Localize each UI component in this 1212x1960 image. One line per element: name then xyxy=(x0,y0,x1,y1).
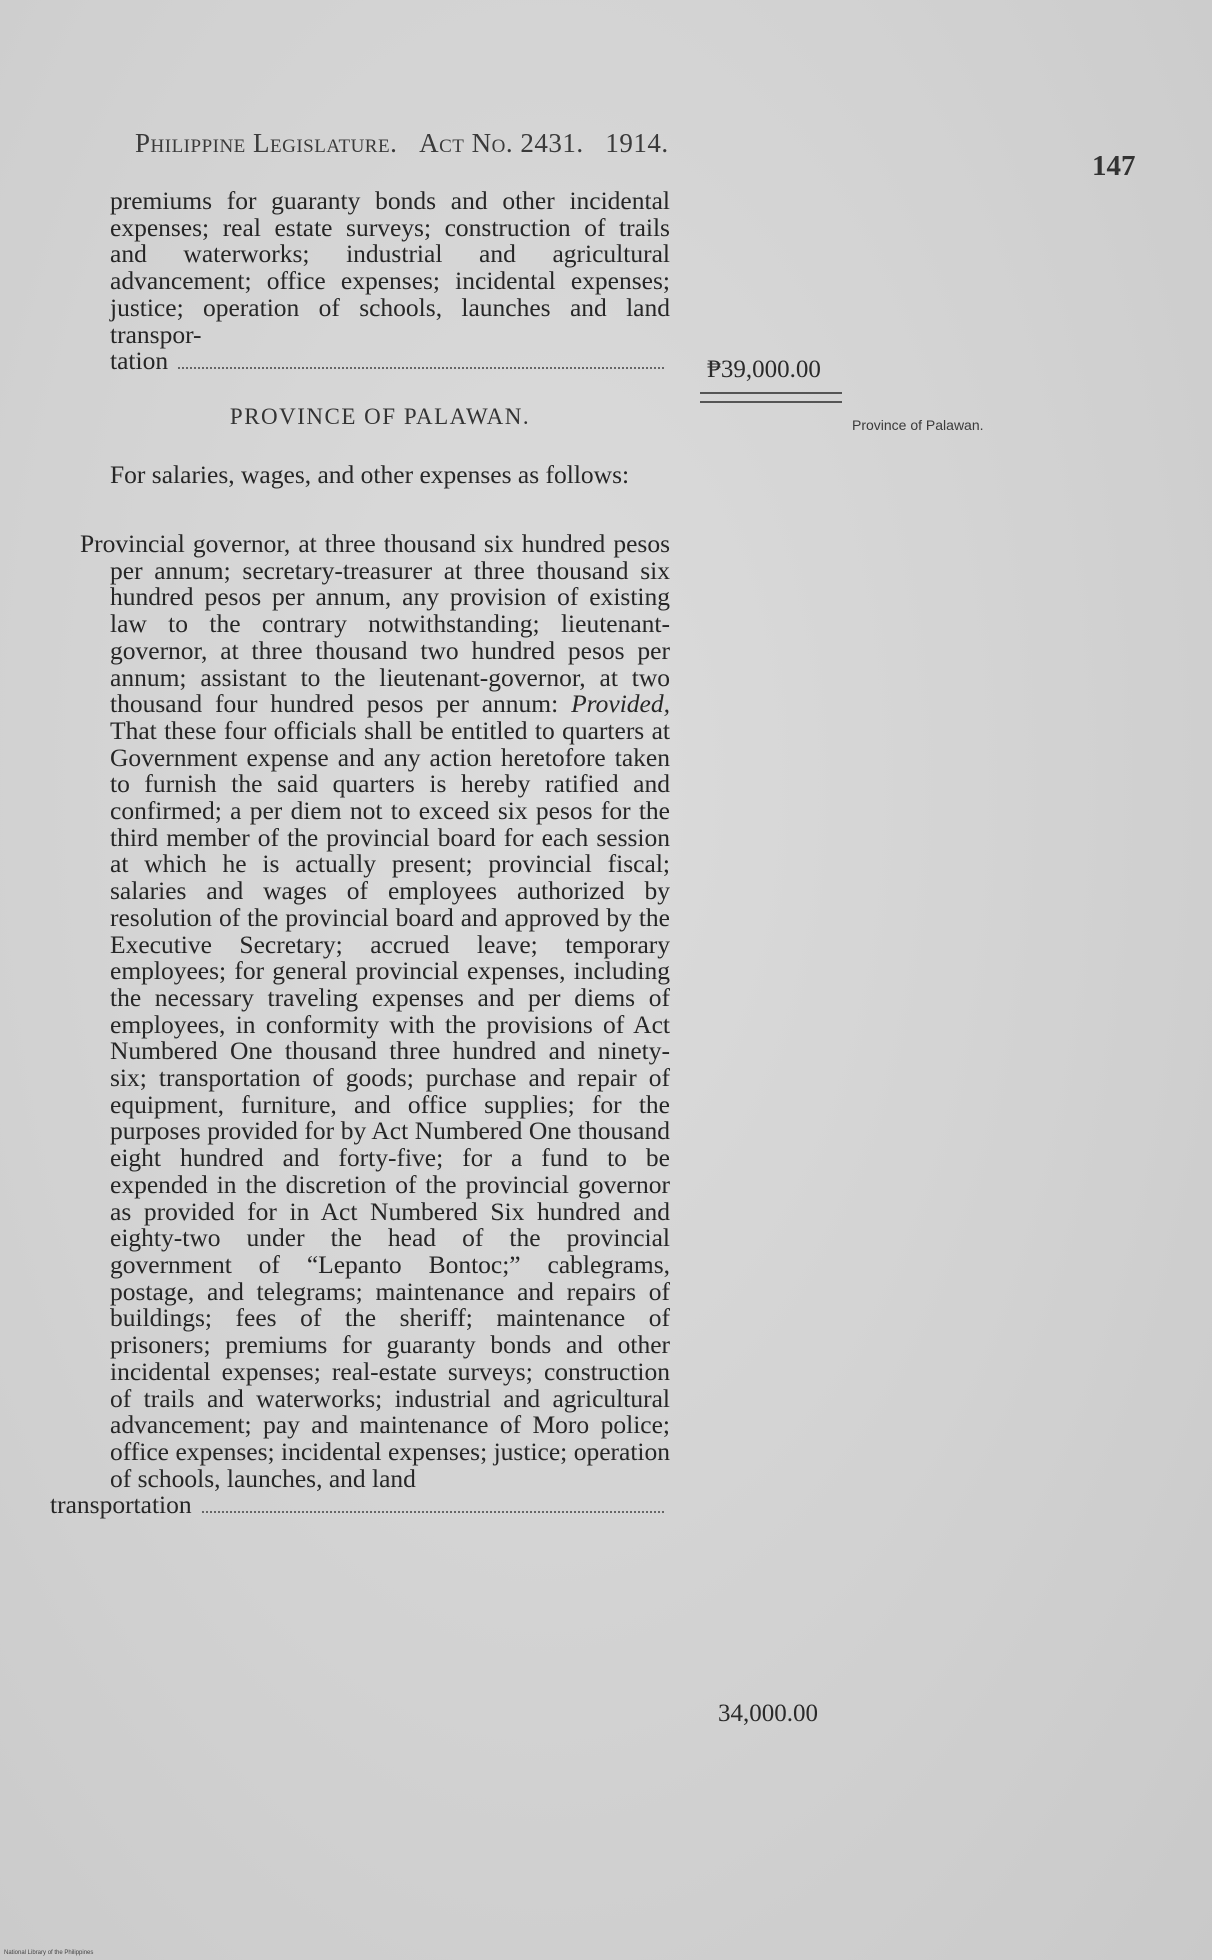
amount-palawan: 34,000.00 xyxy=(718,1700,818,1727)
dot-leader xyxy=(202,1510,664,1513)
intro-paragraph xyxy=(80,462,670,489)
carryover-text: premiums for guaranty bonds and other incidental expenses; real estate surveys; construction of trails and waterworks; industrial and agricultural advancement; office expenses; incidental expenses; justice; operation of schools, launches and land transpor- xyxy=(110,186,670,349)
running-head xyxy=(135,128,669,159)
provided-italic: Provided, xyxy=(571,689,670,719)
intro-text: For salaries, wages, and other expenses as follows: xyxy=(110,460,630,489)
appropriation-paragraph xyxy=(50,529,670,1520)
carryover-leader-label: tation xyxy=(110,346,169,376)
carryover-paragraph xyxy=(80,188,670,375)
appropriation-leader-line xyxy=(50,1490,670,1520)
running-head-act: Act No. 2431. xyxy=(419,128,584,158)
appropriation-leader-label: transportation xyxy=(50,1490,192,1520)
appropriation-text-part2: That these four officials shall be entitled to quarters at Government expense and any action heretofore taken to furnish the said quarters is hereby ratified and confirmed; a per diem not to exceed six pesos for the third member of the provincial board for each session at which he is actually present; provincial fiscal; salaries and wages of employees authorized by resolution of the provincial board and approved by the Executive Secretary; accrued leave; temporary employees; for general provincial expenses, including the necessary traveling expenses and per diems of employees, in conformity with the provisions of Act Numbered One thousand three hundred and ninety-six; transportation of goods; purchase and repair of equipment, furniture, and office supplies; for the purposes provided for by Act Numbered One thousand eight hundred and forty-five; for a fund to be expended in the discretion of the provincial governor as provided for in Act Numbered Six hundred and eighty-two under the head of the provincial government of “Lepanto Bontoc;” cablegrams, postage, and telegrams; maintenance and repairs of buildings; fees of the sheriff; maintenance of prisoners; premiums for guaranty bonds and other incidental expenses; real-estate surveys; construction of trails and waterworks; industrial and agricultural advancement; pay and maintenance of Moro police; office expenses; incidental expenses; justice; operation of schools, launches, and land xyxy=(110,715,670,1493)
dot-leader xyxy=(178,366,664,369)
appropriation-text-part1: Provincial governor, at three thousand six hundred pesos per annum; secretary-treasurer at three thousand six hundred pesos per annum, any provision of existing law to the contrary notwithstanding; lieutenant-governor, at three thousand two hundred pesos per annum; assistant to the lieutenant-governor, at two thousand four hundred pesos per annum: xyxy=(80,529,670,719)
running-head-title: Philippine Legislature. xyxy=(135,128,398,158)
double-rule-divider xyxy=(700,392,842,403)
page-number: 147 xyxy=(1092,150,1136,182)
carryover-leader-line xyxy=(80,348,670,375)
amount-previous-province: ₱39,000.00 xyxy=(707,356,821,383)
running-head-year: 1914. xyxy=(605,128,669,158)
marginal-note: Province of Palawan. xyxy=(852,417,984,433)
footer-credit: National Library of the Philippines xyxy=(4,1950,94,1956)
section-heading-palawan: PROVINCE OF PALAWAN. xyxy=(229,404,531,429)
